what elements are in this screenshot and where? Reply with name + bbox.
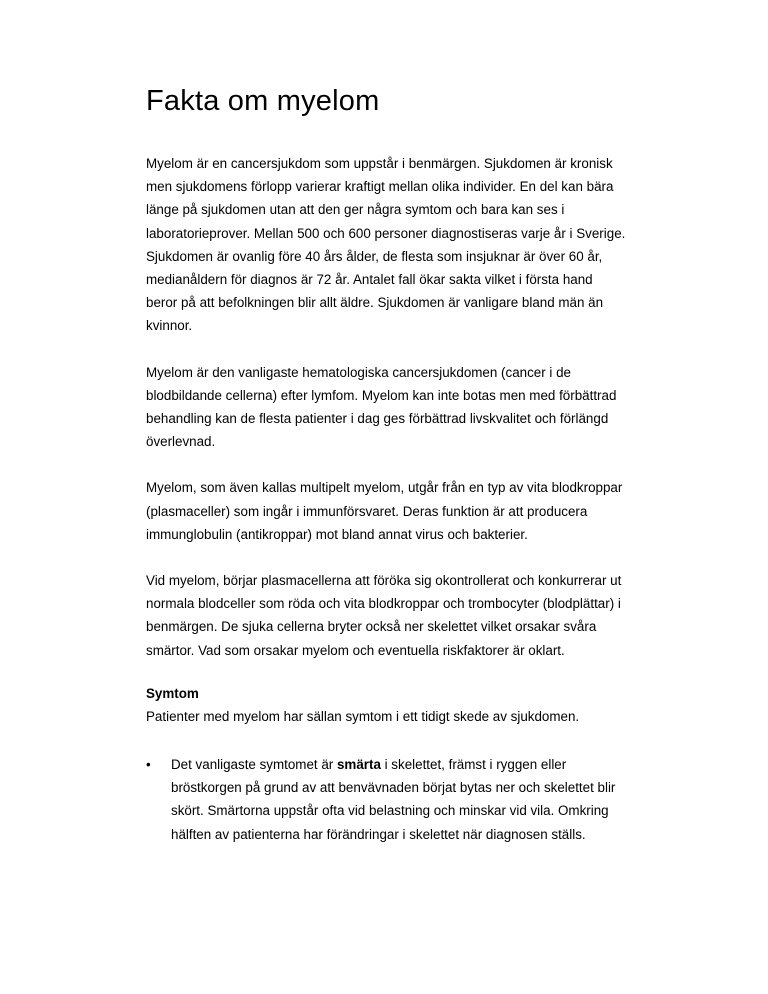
page-title: Fakta om myelom — [146, 85, 380, 117]
paragraph-mechanism: Vid myelom, börjar plasmacellerna att föröka sig okontrollerat och konkurrerar ut normala blodceller som röda och vita blodkroppar och trombocyter (blodplättar) i benmärgen. De sjuka cellerna bryter också ner skelettet vilket orsakar svåra smärtor. Vad som orsakar myelom och eventuella riskfaktorer är oklart. — [146, 573, 622, 658]
list-item-text-after: i skelettet, främst i ryggen eller bröstkorgen på grund av att benvävnaden börjat bytas ner och skelettet blir skört. Smärtorna uppstår ofta vid belastning och minskar vid vila. Omkring hälften av patienterna har förändringar i skelettet när diagnosen ställs. — [171, 757, 616, 842]
section-heading-symptoms: Symtom — [146, 685, 199, 701]
symptoms-list — [146, 753, 626, 846]
symptoms-section — [146, 685, 626, 846]
document-body — [146, 84, 626, 846]
paragraph-intro: Myelom är en cancersjukdom som uppstår i benmärgen. Sjukdomen är kronisk men sjukdomens förlopp varierar kraftigt mellan olika individer. En del kan bära länge på sjukdomen utan att den ger några symtom och bara kan ses i laboratorieprover. Mellan 500 och 600 personer diagnostiseras varje år i Sverige. Sjukdomen är ovanlig före 40 års ålder, de flesta som insjuknar är över 60 år, medianåldern för diagnos är 72 år. Antalet fall ökar sakta vilket i första hand beror på att befolkningen blir allt äldre. Sjukdomen är vanligare bland män än kvinnor. — [146, 156, 626, 334]
paragraph-plasma-cells: Myelom, som även kallas multipelt myelom, utgår från en typ av vita blodkroppar (plasmaceller) som ingår i immunförsvaret. Deras funktion är att producera immunglobulin (antikroppar) mot bland annat virus och bakterier. — [146, 480, 623, 542]
list-item-text-before: Det vanligaste symtomet är — [171, 757, 337, 773]
bullet-icon: • — [146, 757, 151, 773]
symptoms-intro: Patienter med myelom har sällan symtom i ett tidigt skede av sjukdomen. — [146, 708, 580, 724]
list-item — [146, 753, 626, 846]
paragraph-hematology: Myelom är den vanligaste hematologiska cancersjukdomen (cancer i de blodbildande cellerna) efter lymfom. Myelom kan inte botas men med förbättrad behandling kan de flesta patienter i dag ges förbättrad livskvalitet och förlängd överlevnad. — [146, 364, 617, 450]
list-item-bold-term: smärta — [336, 757, 381, 773]
